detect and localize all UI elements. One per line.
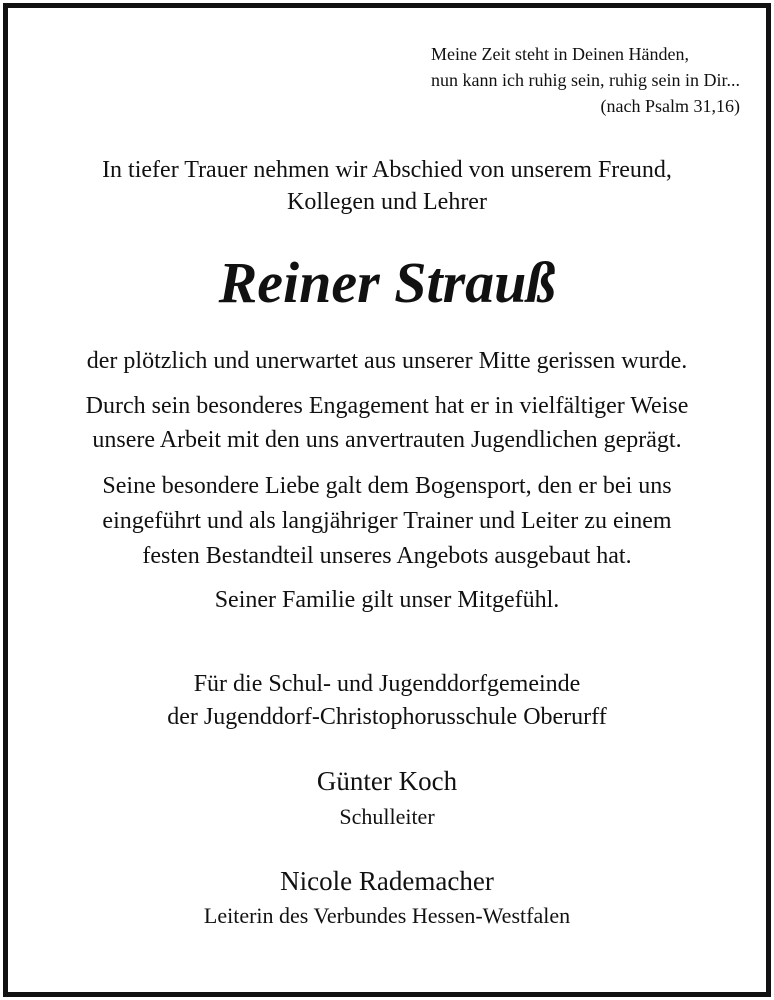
paragraph-line: festen Bestandteil unseres Angebots ausgebaut hat. [142, 543, 632, 569]
paragraph-line: unsere Arbeit mit den uns anvertrauten Jugendlichen geprägt. [92, 427, 682, 453]
paragraph-line: der plötzlich und unerwartet aus unserer Mitte gerissen wurde. [86, 348, 688, 374]
signatory-name: Nicole Rademacher [280, 866, 494, 896]
paragraph-archery [8, 469, 766, 574]
organization-line: der Jugenddorf-Christophorusschule Oberurff [167, 704, 607, 730]
signatory-role: Leiterin des Verbundes Hessen-Westfalen [203, 903, 571, 928]
organization-line: Für die Schul- und Jugenddorfgemeinde [193, 671, 581, 697]
paragraph-line: Seine besondere Liebe galt dem Bogensport, den er bei uns [102, 473, 672, 499]
motto-line: Meine Zeit steht in Deinen Händen, [431, 44, 689, 64]
paragraph-circumstance [8, 344, 766, 378]
obituary-frame [3, 3, 771, 997]
paragraph-line: eingeführt und als langjähriger Trainer und Leiter zu einem [102, 508, 672, 534]
intro-line: Kollegen und Lehrer [287, 189, 487, 215]
paragraph-line: Durch sein besonderes Engagement hat er in vielfältiger Weise [85, 393, 689, 419]
signatory-name: Günter Koch [316, 766, 458, 796]
intro-text [8, 154, 766, 218]
paragraph-engagement [8, 389, 766, 457]
motto-source: (nach Psalm 31,16) [600, 96, 740, 116]
motto-verse [431, 41, 740, 119]
motto-line: nun kann ich ruhig sein, ruhig sein in Dir... [431, 70, 740, 90]
paragraph-condolence [8, 583, 766, 617]
paragraph-line: Seiner Familie gilt unser Mitgefühl. [214, 587, 560, 613]
intro-line: In tiefer Trauer nehmen wir Abschied von unserem Freund, [102, 157, 672, 183]
organization-block [8, 668, 766, 734]
deceased-name: Reiner Strauß [218, 250, 556, 315]
signatory-role: Schulleiter [339, 804, 435, 829]
